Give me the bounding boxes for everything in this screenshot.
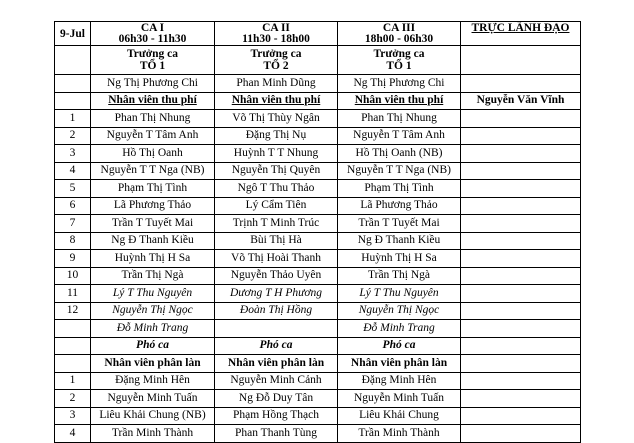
staff-name-shift-2: Đặng Thị Nụ (215, 127, 338, 145)
staff-name-shift-3: Trần Thị Ngà (338, 267, 461, 285)
staff-name-shift-3: Đỗ Minh Trang (338, 320, 461, 338)
staff-name-shift-1: Nguyễn Thị Ngọc (91, 302, 215, 320)
header-row (55, 22, 581, 46)
staff-name-shift-3: Hồ Thị Oanh (NB) (338, 145, 461, 163)
table-row (55, 407, 581, 425)
leader-team: TỔ 2 (263, 60, 289, 72)
table-row (55, 180, 581, 198)
shift-1-leader-title (91, 46, 215, 75)
blank-cell (461, 110, 581, 128)
staff-name-shift-1: Lã Phương Thảo (91, 197, 215, 215)
table-row (55, 215, 581, 233)
collector-section-label: Nhân viên thu phí (91, 92, 215, 110)
staff-name-shift-1: Trần Minh Thành (91, 425, 215, 443)
deputy-row (55, 337, 581, 355)
staff-name-shift-1: Đặng Minh Hên (91, 372, 215, 390)
staff-name-shift-2: Đoàn Thị Hồng (215, 302, 338, 320)
collector-section-label: Nhân viên thu phí (215, 92, 338, 110)
blank-cell (461, 127, 581, 145)
blank-cell (461, 337, 581, 355)
shift-leader-name-row (55, 75, 581, 93)
leader-team: TỔ 1 (139, 60, 166, 72)
staff-name-shift-2: Trịnh T Minh Trúc (215, 215, 338, 233)
table-row (55, 285, 581, 303)
staff-name-shift-1: Nguyễn Minh Tuấn (91, 390, 215, 408)
staff-name-shift-2: Võ Thị Thùy Ngân (215, 110, 338, 128)
row-number (55, 320, 91, 338)
blank-cell (461, 267, 581, 285)
staff-name-shift-3: Lã Phương Thảo (338, 197, 461, 215)
staff-name-shift-3: Nguyễn Thị Ngọc (338, 302, 461, 320)
leader-title: Trưởng ca (126, 48, 179, 60)
shift-leader-row (55, 46, 581, 75)
blank-cell (461, 197, 581, 215)
blank-cell (55, 337, 91, 355)
lane-section-label: Nhân viên phân làn (215, 355, 338, 373)
row-number: 2 (55, 390, 91, 408)
staff-name-shift-1: Ng Đ Thanh Kiều (91, 232, 215, 250)
staff-name-shift-2: Võ Thị Hoài Thanh (215, 250, 338, 268)
shift-1-header (91, 22, 215, 46)
shift-2-header (215, 22, 338, 46)
table-row (55, 127, 581, 145)
blank-cell (55, 46, 91, 75)
shift-3-leader-name: Ng Thị Phương Chi (338, 75, 461, 93)
blank-cell (55, 92, 91, 110)
staff-name-shift-2: Dương T H Phương (215, 285, 338, 303)
blank-cell (461, 250, 581, 268)
shift-2-leader-name: Phan Minh Dũng (215, 75, 338, 93)
staff-name-shift-3: Ng Đ Thanh Kiều (338, 232, 461, 250)
blank-cell (55, 75, 91, 93)
staff-name-shift-1: Hồ Thị Oanh (91, 145, 215, 163)
blank-cell (461, 145, 581, 163)
staff-name-shift-2 (215, 320, 338, 338)
deputy-label: Phó ca (215, 337, 338, 355)
duty-title: TRỰC LÃNH ĐẠO (471, 22, 570, 34)
schedule-body (55, 22, 581, 110)
duty-leader-name: Nguyễn Văn Vĩnh (461, 92, 581, 110)
staff-name-shift-3: Phan Thị Nhung (338, 110, 461, 128)
staff-name-shift-3: Nguyễn T T Nga (NB) (338, 162, 461, 180)
lane-section-label: Nhân viên phân làn (91, 355, 215, 373)
row-number: 6 (55, 197, 91, 215)
staff-name-shift-1: Phan Thị Nhung (91, 110, 215, 128)
staff-name-shift-2: Lý Cẩm Tiên (215, 197, 338, 215)
table-row (55, 425, 581, 443)
leader-team: TỔ 1 (386, 60, 412, 72)
blank-cell (55, 355, 91, 373)
lane-section-label: Nhân viên phân làn (338, 355, 461, 373)
staff-name-shift-3: Phạm Thị Tình (338, 180, 461, 198)
table-row (55, 320, 581, 338)
deputy-section (55, 337, 581, 372)
duty-leader-header (461, 22, 581, 46)
blank-cell (461, 46, 581, 75)
leader-title: Trưởng ca (373, 48, 425, 60)
shift-3-time: 18h00 - 06h30 (364, 33, 434, 45)
row-number: 12 (55, 302, 91, 320)
shift-1-leader-name: Ng Thị Phương Chi (91, 75, 215, 93)
row-number: 1 (55, 110, 91, 128)
blank-cell (461, 215, 581, 233)
blank-cell (461, 180, 581, 198)
staff-name-shift-2: Phạm Hồng Thạch (215, 407, 338, 425)
staff-name-shift-2: Phan Thanh Tùng (215, 425, 338, 443)
staff-name-shift-2: Nguyễn Thảo Uyên (215, 267, 338, 285)
shift-2-time: 11h30 - 18h00 (242, 33, 310, 45)
staff-name-shift-2: Nguyễn Thị Quyên (215, 162, 338, 180)
collector-section-label: Nhân viên thu phí (338, 92, 461, 110)
shift-2-name: CA II (262, 22, 290, 34)
staff-name-shift-2: Ng Đỗ Duy Tân (215, 390, 338, 408)
row-number: 5 (55, 180, 91, 198)
staff-name-shift-1: Liêu Khải Chung (NB) (91, 407, 215, 425)
leader-title: Trưởng ca (250, 48, 302, 60)
blank-cell (461, 407, 581, 425)
deputy-label: Phó ca (91, 337, 215, 355)
staff-name-shift-2: Bùi Thị Hà (215, 232, 338, 250)
staff-name-shift-1: Huỳnh Thị H Sa (91, 250, 215, 268)
deputy-label: Phó ca (338, 337, 461, 355)
staff-name-shift-3: Nguyễn Minh Tuấn (338, 390, 461, 408)
shift-3-header (338, 22, 461, 46)
shift-1-time: 06h30 - 11h30 (118, 33, 187, 45)
row-number: 4 (55, 162, 91, 180)
staff-name-shift-3: Lý T Thu Nguyên (338, 285, 461, 303)
lane-section-row (55, 355, 581, 373)
blank-cell (461, 302, 581, 320)
collector-rows (55, 110, 581, 338)
staff-name-shift-1: Nguyễn T Tâm Anh (91, 127, 215, 145)
blank-cell (461, 390, 581, 408)
row-number: 1 (55, 372, 91, 390)
collector-section-row (55, 92, 581, 110)
shift-2-leader-title (215, 46, 338, 75)
staff-name-shift-3: Nguyễn T Tâm Anh (338, 127, 461, 145)
date-cell: 9-Jul (55, 22, 91, 46)
staff-name-shift-3: Trần T Tuyết Mai (338, 215, 461, 233)
blank-cell (461, 162, 581, 180)
row-number: 7 (55, 215, 91, 233)
blank-cell (461, 425, 581, 443)
row-number: 9 (55, 250, 91, 268)
staff-name-shift-2: Huỳnh T T Nhung (215, 145, 338, 163)
staff-name-shift-1: Phạm Thị Tình (91, 180, 215, 198)
row-number: 10 (55, 267, 91, 285)
blank-cell (461, 320, 581, 338)
lane-rows (55, 372, 581, 442)
table-row (55, 110, 581, 128)
staff-name-shift-2: Nguyễn Minh Cảnh (215, 372, 338, 390)
row-number: 3 (55, 145, 91, 163)
table-row (55, 390, 581, 408)
blank-cell (461, 285, 581, 303)
blank-cell (461, 232, 581, 250)
staff-name-shift-3: Trần Minh Thành (338, 425, 461, 443)
staff-name-shift-1: Nguyễn T T Nga (NB) (91, 162, 215, 180)
table-row (55, 302, 581, 320)
staff-name-shift-1: Lý T Thu Nguyên (91, 285, 215, 303)
table-row (55, 197, 581, 215)
staff-name-shift-1: Trần Thị Ngà (91, 267, 215, 285)
staff-name-shift-1: Trần T Tuyết Mai (91, 215, 215, 233)
staff-name-shift-3: Huỳnh Thị H Sa (338, 250, 461, 268)
row-number: 11 (55, 285, 91, 303)
row-number: 8 (55, 232, 91, 250)
table-row (55, 372, 581, 390)
staff-name-shift-2: Ngô T Thu Thảo (215, 180, 338, 198)
row-number: 2 (55, 127, 91, 145)
staff-name-shift-1: Đỗ Minh Trang (91, 320, 215, 338)
shift-1-name: CA I (140, 22, 165, 34)
table-row (55, 267, 581, 285)
staff-name-shift-3: Liêu Khải Chung (338, 407, 461, 425)
table-row (55, 145, 581, 163)
row-number: 4 (55, 425, 91, 443)
blank-cell (461, 355, 581, 373)
shift-schedule-table (54, 21, 581, 443)
row-number: 3 (55, 407, 91, 425)
blank-cell (461, 75, 581, 93)
table-row (55, 250, 581, 268)
table-row (55, 232, 581, 250)
staff-name-shift-3: Đặng Minh Hên (338, 372, 461, 390)
shift-3-name: CA III (382, 22, 416, 34)
table-row (55, 162, 581, 180)
blank-cell (461, 372, 581, 390)
shift-3-leader-title (338, 46, 461, 75)
